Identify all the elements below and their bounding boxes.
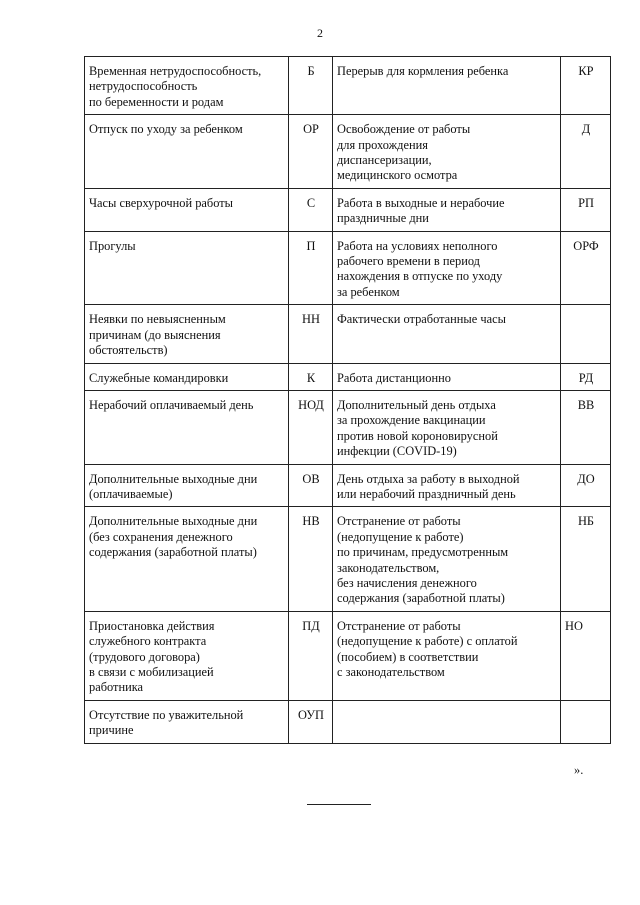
right-name-cell (333, 700, 561, 743)
left-name-cell: Нерабочий оплачиваемый день (85, 390, 289, 464)
right-code-cell (561, 305, 611, 363)
left-code-cell: ОВ (289, 464, 333, 507)
table-row (85, 507, 611, 611)
left-name-cell: Дополнительные выходные дни (без сохранения денежного содержания (заработной платы) (85, 507, 289, 611)
right-name-cell: Работа дистанционно (333, 363, 561, 390)
left-name-cell: Отсутствие по уважительной причине (85, 700, 289, 743)
left-name-cell: Дополнительные выходные дни (оплачиваемые) (85, 464, 289, 507)
table-row (85, 611, 611, 700)
left-name-cell: Часы сверхурочной работы (85, 188, 289, 231)
table-row (85, 390, 611, 464)
left-name-cell: Приостановка действия служебного контракта (трудового договора) в связи с мобилизацией работника (85, 611, 289, 700)
time-codes-table (84, 56, 611, 744)
left-code-cell: К (289, 363, 333, 390)
left-code-cell: НОД (289, 390, 333, 464)
table-row (85, 231, 611, 305)
left-name-cell: Прогулы (85, 231, 289, 305)
right-name-cell: Фактически отработанные часы (333, 305, 561, 363)
right-name-cell: Освобождение от работы для прохождения диспансеризации, медицинского осмотра (333, 115, 561, 189)
table-row (85, 363, 611, 390)
table-row (85, 115, 611, 189)
right-code-cell: РП (561, 188, 611, 231)
right-code-cell: РД (561, 363, 611, 390)
table-row (85, 188, 611, 231)
right-name-cell: Отстранение от работы (недопущение к работе) по причинам, предусмотренным законодательством, без начисления денежного содержания (заработной платы) (333, 507, 561, 611)
table-row (85, 57, 611, 115)
right-name-cell: Отстранение от работы (недопущение к работе) с оплатой (пособием) в соответствии с законодательством (333, 611, 561, 700)
right-code-cell: КР (561, 57, 611, 115)
footer-divider (307, 804, 371, 805)
right-code-cell: НО (561, 611, 611, 700)
right-code-cell (561, 700, 611, 743)
table-row (85, 700, 611, 743)
closing-quote: ». (574, 763, 584, 777)
left-name-cell: Неявки по невыясненным причинам (до выяснения обстоятельств) (85, 305, 289, 363)
right-name-cell: Работа в выходные и нерабочие праздничные дни (333, 188, 561, 231)
left-code-cell: Б (289, 57, 333, 115)
right-name-cell: Дополнительный день отдыха за прохождение вакцинации против новой короновирусной инфекции (COVID-19) (333, 390, 561, 464)
left-code-cell: ПД (289, 611, 333, 700)
left-code-cell: П (289, 231, 333, 305)
left-name-cell: Служебные командировки (85, 363, 289, 390)
left-name-cell: Временная нетрудоспособность, нетрудоспособность по беременности и родам (85, 57, 289, 115)
right-code-cell: ВВ (561, 390, 611, 464)
right-name-cell: Работа на условиях неполного рабочего времени в период нахождения в отпуске по уходу за ребенком (333, 231, 561, 305)
table-row (85, 305, 611, 363)
right-code-cell: ОРФ (561, 231, 611, 305)
right-name-cell: День отдыха за работу в выходной или нерабочий праздничный день (333, 464, 561, 507)
page-number: 2 (317, 26, 323, 40)
right-code-cell: НБ (561, 507, 611, 611)
right-code-cell: Д (561, 115, 611, 189)
left-code-cell: С (289, 188, 333, 231)
left-code-cell: НН (289, 305, 333, 363)
left-code-cell: ОУП (289, 700, 333, 743)
right-code-cell: ДО (561, 464, 611, 507)
left-name-cell: Отпуск по уходу за ребенком (85, 115, 289, 189)
left-code-cell: ОР (289, 115, 333, 189)
table-row (85, 464, 611, 507)
right-name-cell: Перерыв для кормления ребенка (333, 57, 561, 115)
left-code-cell: НВ (289, 507, 333, 611)
